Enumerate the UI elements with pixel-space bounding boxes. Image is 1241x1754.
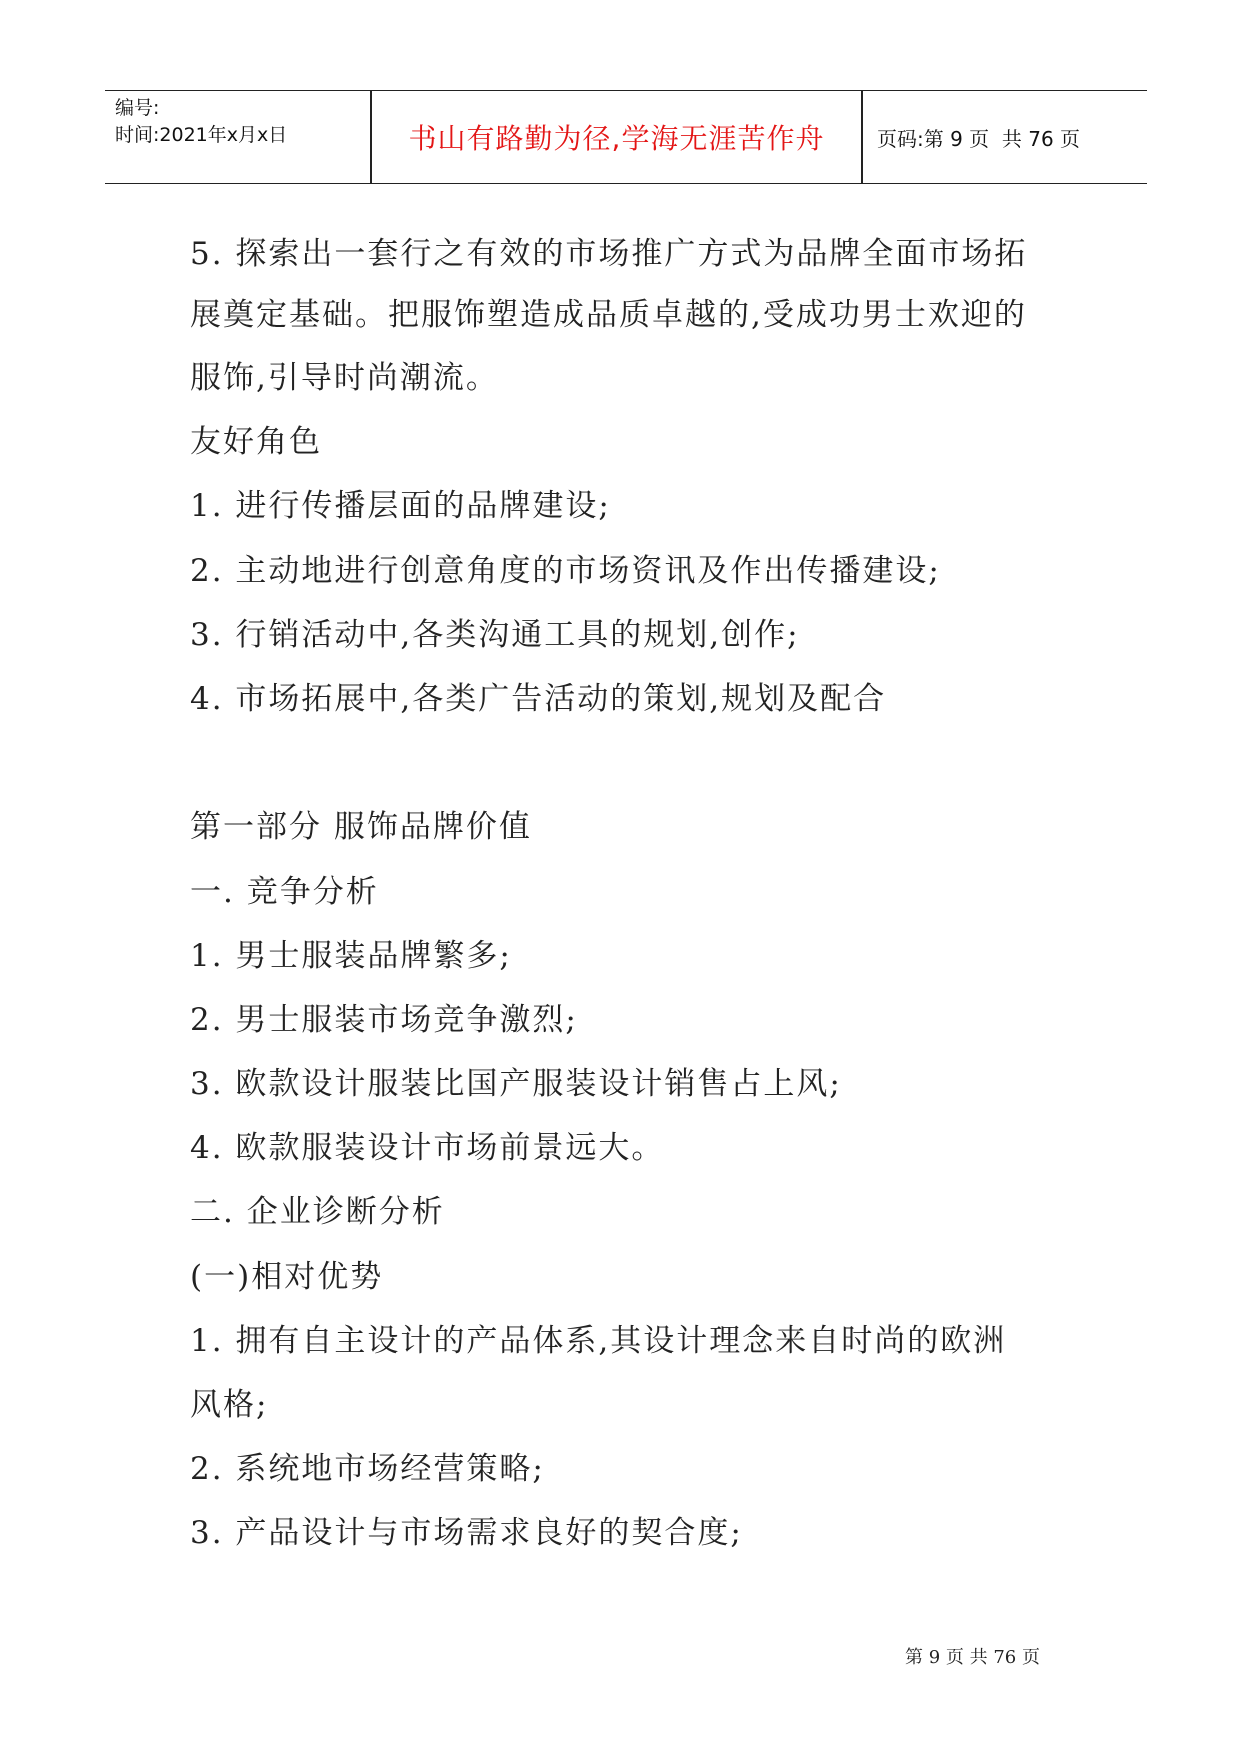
header-time-label: 时间:2021年x月x日 <box>115 124 288 146</box>
body-line: 5. 探索出一套行之有效的市场推广方式为品牌全面市场拓 <box>190 236 1028 272</box>
list-item: 3. 欧款设计服装比国产服装设计销售占上风; <box>190 1066 842 1102</box>
list-item: 2. 男士服装市场竞争激烈; <box>190 1002 578 1038</box>
list-item: 4. 欧款服装设计市场前景远大。 <box>190 1130 665 1166</box>
header-number-label: 编号: <box>115 97 160 119</box>
section-heading: 一. 竞争分析 <box>190 874 379 910</box>
section-heading: 友好角色 <box>190 424 322 460</box>
part-heading: 第一部分 服饰品牌价值 <box>190 809 532 845</box>
header-meta <box>115 95 370 149</box>
list-item: 1. 拥有自主设计的产品体系,其设计理念来自时尚的欧洲 <box>190 1323 1007 1359</box>
list-item: 2. 主动地进行创意角度的市场资讯及作出传播建设; <box>190 553 941 589</box>
list-item: 2. 系统地市场经营策略; <box>190 1451 545 1487</box>
section-heading: 二. 企业诊断分析 <box>190 1194 445 1230</box>
list-item: 1. 男士服装品牌繁多; <box>190 938 512 974</box>
header-divider-right <box>861 91 863 183</box>
list-item: 4. 市场拓展中,各类广告活动的策划,规划及配合 <box>190 681 887 717</box>
page-footer: 第 9 页 共 76 页 <box>905 1647 1040 1668</box>
subsection-heading: (一)相对优势 <box>190 1259 384 1295</box>
list-item: 1. 进行传播层面的品牌建设; <box>190 488 611 524</box>
header-page-label: 页码:第 9 页 共 76 页 <box>877 126 1081 151</box>
list-item: 3. 产品设计与市场需求良好的契合度; <box>190 1515 743 1551</box>
document-header <box>105 90 1147 184</box>
body-line: 风格; <box>190 1387 269 1423</box>
header-motto: 书山有路勤为径,学海无涯苦作舟 <box>408 122 825 155</box>
body-line: 展奠定基础。把服饰塑造成品质卓越的,受成功男士欢迎的 <box>190 297 1027 333</box>
list-item: 3. 行销活动中,各类沟通工具的规划,创作; <box>190 617 800 653</box>
body-line: 服饰,引导时尚潮流。 <box>190 360 499 396</box>
